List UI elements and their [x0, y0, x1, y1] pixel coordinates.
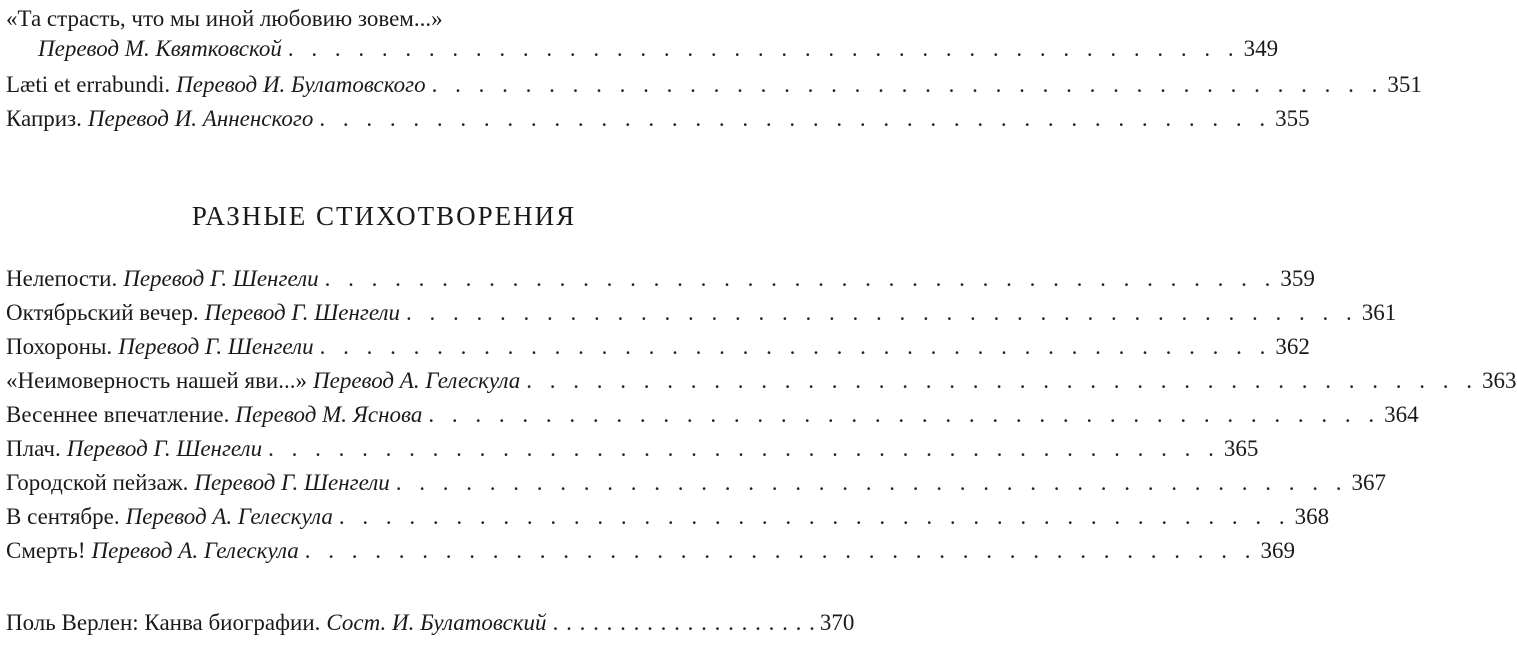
entry-page-number: 365: [1223, 436, 1259, 461]
entry-translator: Перевод Г. Шенгели: [66, 436, 263, 461]
toc-entry: [6, 102, 1310, 136]
toc-entry: [6, 296, 1397, 330]
section-title: РАЗНЫЕ СТИХОТВОРЕНИЯ: [191, 201, 577, 231]
entry-translator: Перевод И. Анненского: [87, 106, 314, 131]
entry-page-number: 368: [1294, 504, 1330, 529]
toc-entry: [6, 68, 1422, 102]
dot-leader: . . . . . . . . . . . . . . . . . . . . . . . . . . . . . . . . . . . . . . . . .: [431, 72, 1384, 97]
dot-leader: . . . . . . . . . . . . . . . . . . . . . . . . . . . . . . . . . . . . . . . . .: [428, 402, 1381, 427]
dot-leader: . . . . . . . . . . . . . . . . . . . . . . . . . . . . . . . . . . . . . . . . .: [304, 538, 1257, 563]
dot-leader: . . . . . . . . . . . . . . . . . . . . . . . . . . . . . . . . . . . . . . . . .: [268, 436, 1220, 461]
toc-entry: [6, 398, 1419, 432]
entry-translator: Сост. И. Булатовский: [326, 610, 547, 635]
toc-entry: [6, 432, 1259, 466]
entry-title: Плач.: [6, 436, 61, 461]
toc-entry: [6, 466, 1386, 500]
entry-page-number: 364: [1384, 402, 1419, 427]
entry-title: В сентябре.: [6, 504, 120, 529]
entry-page-number: 355: [1275, 106, 1310, 131]
dot-leader: . . . . . . . . . . . . . . . . . . . . . . . . . . . . . . . . . . . . . . . . .: [287, 36, 1240, 61]
entry-translator: Перевод А. Гелескула: [91, 538, 299, 563]
toc-entry: [6, 534, 1296, 568]
entry-page-number: 349: [1243, 36, 1279, 61]
toc-entry: [6, 2, 764, 36]
entry-title: Поль Верлен: Канва биографии.: [6, 610, 321, 635]
entry-translator: Перевод И. Булатовского: [176, 72, 426, 97]
entry-page-number: 359: [1280, 266, 1315, 291]
dot-leader: . . . . . . . . . . . . . . . . . . . . . . . . . . . . . . . . . . . . . . . . .: [395, 470, 1348, 495]
entry-title: Весеннее впечатление.: [6, 402, 230, 427]
toc-entry: [6, 606, 855, 640]
entry-translator: Перевод М. Яснова: [235, 402, 423, 427]
entry-translator: Перевод Г. Шенгели: [118, 334, 314, 359]
entry-title: «Та страсть, что мы иной любовию зовем...»: [6, 6, 443, 31]
entry-title: Похороны.: [6, 334, 113, 359]
entry-page-number: 351: [1387, 72, 1422, 97]
entry-title: «Неимоверность нашей яви...»: [6, 368, 307, 393]
entry-title: Октябрьский вечер.: [6, 300, 199, 325]
entry-page-number: 362: [1275, 334, 1310, 359]
entry-translator: Перевод Г. Шенгели: [194, 470, 390, 495]
entry-title: Læti et errabundi.: [6, 72, 171, 97]
entry-page-number: 363: [1482, 368, 1517, 393]
dot-leader: . . . . . . . . . . . . . . . . . . . . . . . . . . . . . . . . . . . . . . . . .: [319, 106, 1272, 131]
entry-page-number: 369: [1260, 538, 1296, 563]
dot-leader: . . . . . . . . . . . . . . . . . . . . . . . . . . . . . . . . . . . . . . . . .: [324, 266, 1277, 291]
toc-entry: [6, 500, 1330, 534]
dot-leader: . . . . . . . . . . . . . . . . . . . . . . . . . . . . . . . . . . . . . . . . .: [338, 504, 1291, 529]
entry-title: Городской пейзаж.: [6, 470, 189, 495]
dot-leader: . . . . . . . . . . . . . . . . . . . . . . . . . . . . . . . . . . . . . . . . .: [319, 334, 1272, 359]
toc-entry: [38, 32, 1279, 66]
entry-title: Нелепости.: [6, 266, 118, 291]
toc-entry: [6, 330, 1310, 364]
entry-translator: Перевод А. Гелескула: [125, 504, 333, 529]
entry-page-number: 361: [1361, 300, 1397, 325]
entry-translator: Перевод Г. Шенгели: [123, 266, 319, 291]
entry-translator: Перевод А. Гелескула: [313, 368, 521, 393]
entry-translator: Перевод М. Квятковской: [38, 36, 282, 61]
dot-leader: . . . . . . . . . . . . . . . . . . . .: [552, 610, 816, 635]
entry-title: Смерть!: [6, 538, 86, 563]
entry-page-number: 367: [1351, 470, 1386, 495]
toc-entry: [6, 262, 1315, 296]
entry-translator: Перевод Г. Шенгели: [204, 300, 401, 325]
dot-leader: . . . . . . . . . . . . . . . . . . . . . . . . . . . . . . . . . . . . . . . . .: [526, 368, 1478, 393]
dot-leader: . . . . . . . . . . . . . . . . . . . . . . . . . . . . . . . . . . . . . . . . .: [406, 300, 1358, 325]
entry-page-number: 370: [819, 610, 855, 635]
toc-entry: [6, 364, 1517, 398]
entry-title: Каприз.: [6, 106, 82, 131]
